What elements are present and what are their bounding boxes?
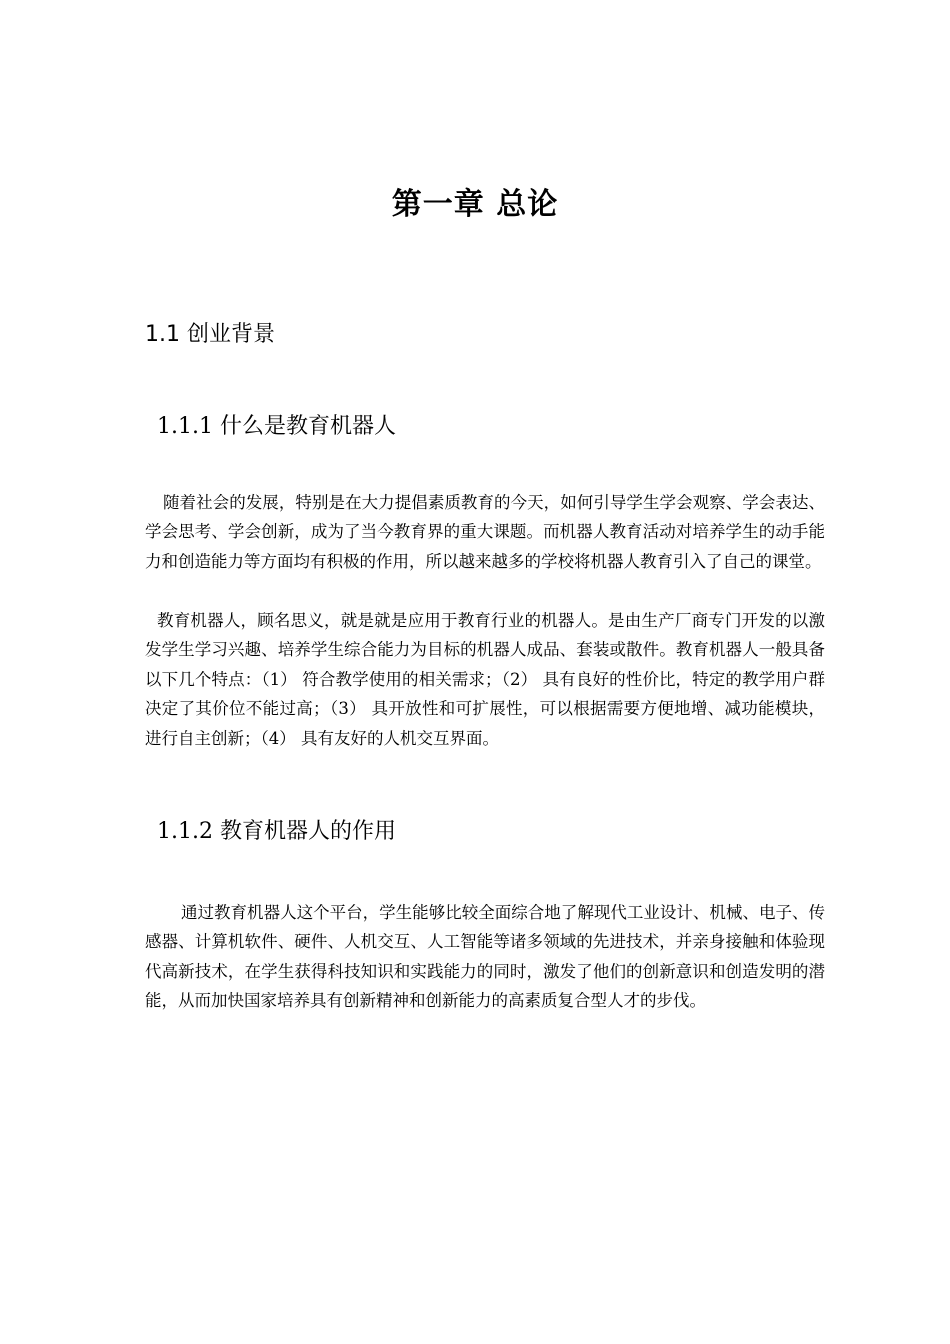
paragraph-role: 通过教育机器人这个平台，学生能够比较全面综合地了解现代工业设计、机械、电子、传感器、计算机软件、硬件、人机交互、人工智能等诸多领域的先进技术，并亲身接触和体验现代高新技术，在学生获得科技知识和实践能力的同时，激发了他们的创新意识和创造发明的潜能，从而加快国家培养具有创新精神和创新能力的高素质复合型人才的步伐。 bbox=[145, 903, 825, 1011]
paragraph-definition: 教育机器人，顾名思义，就是就是应用于教育行业的机器人。是由生产厂商专门开发的以激发学生学习兴趣、培养学生综合能力为目标的机器人成品、套装或散件。教育机器人一般具备以下几个特点：（1） 符合教学使用的相关需求；（2） 具有良好的性价比，特定的教学用户群决定了其价位不能过高；（3） 具开放性和可扩展性，可以根据需要方便地增、减功能模块，进行自主创新；（4） 具有友好的人机交互界面。 bbox=[145, 611, 825, 748]
subsection-heading-role: 1.1.2 教育机器人的作用 bbox=[157, 819, 396, 844]
subsection-heading-what-is: 1.1.1 什么是教育机器人 bbox=[157, 414, 396, 439]
paragraph-intro: 随着社会的发展，特别是在大力提倡素质教育的今天，如何引导学生学会观察、学会表达、学会思考、学会创新，成为了当今教育界的重大课题。而机器人教育活动对培养学生的动手能力和创造能力等方面均有积极的作用，所以越来越多的学校将机器人教育引入了自己的课堂。 bbox=[145, 493, 825, 571]
chapter-title: 第一章 总论 bbox=[391, 187, 559, 222]
section-heading: 1.1 创业背景 bbox=[145, 322, 275, 347]
